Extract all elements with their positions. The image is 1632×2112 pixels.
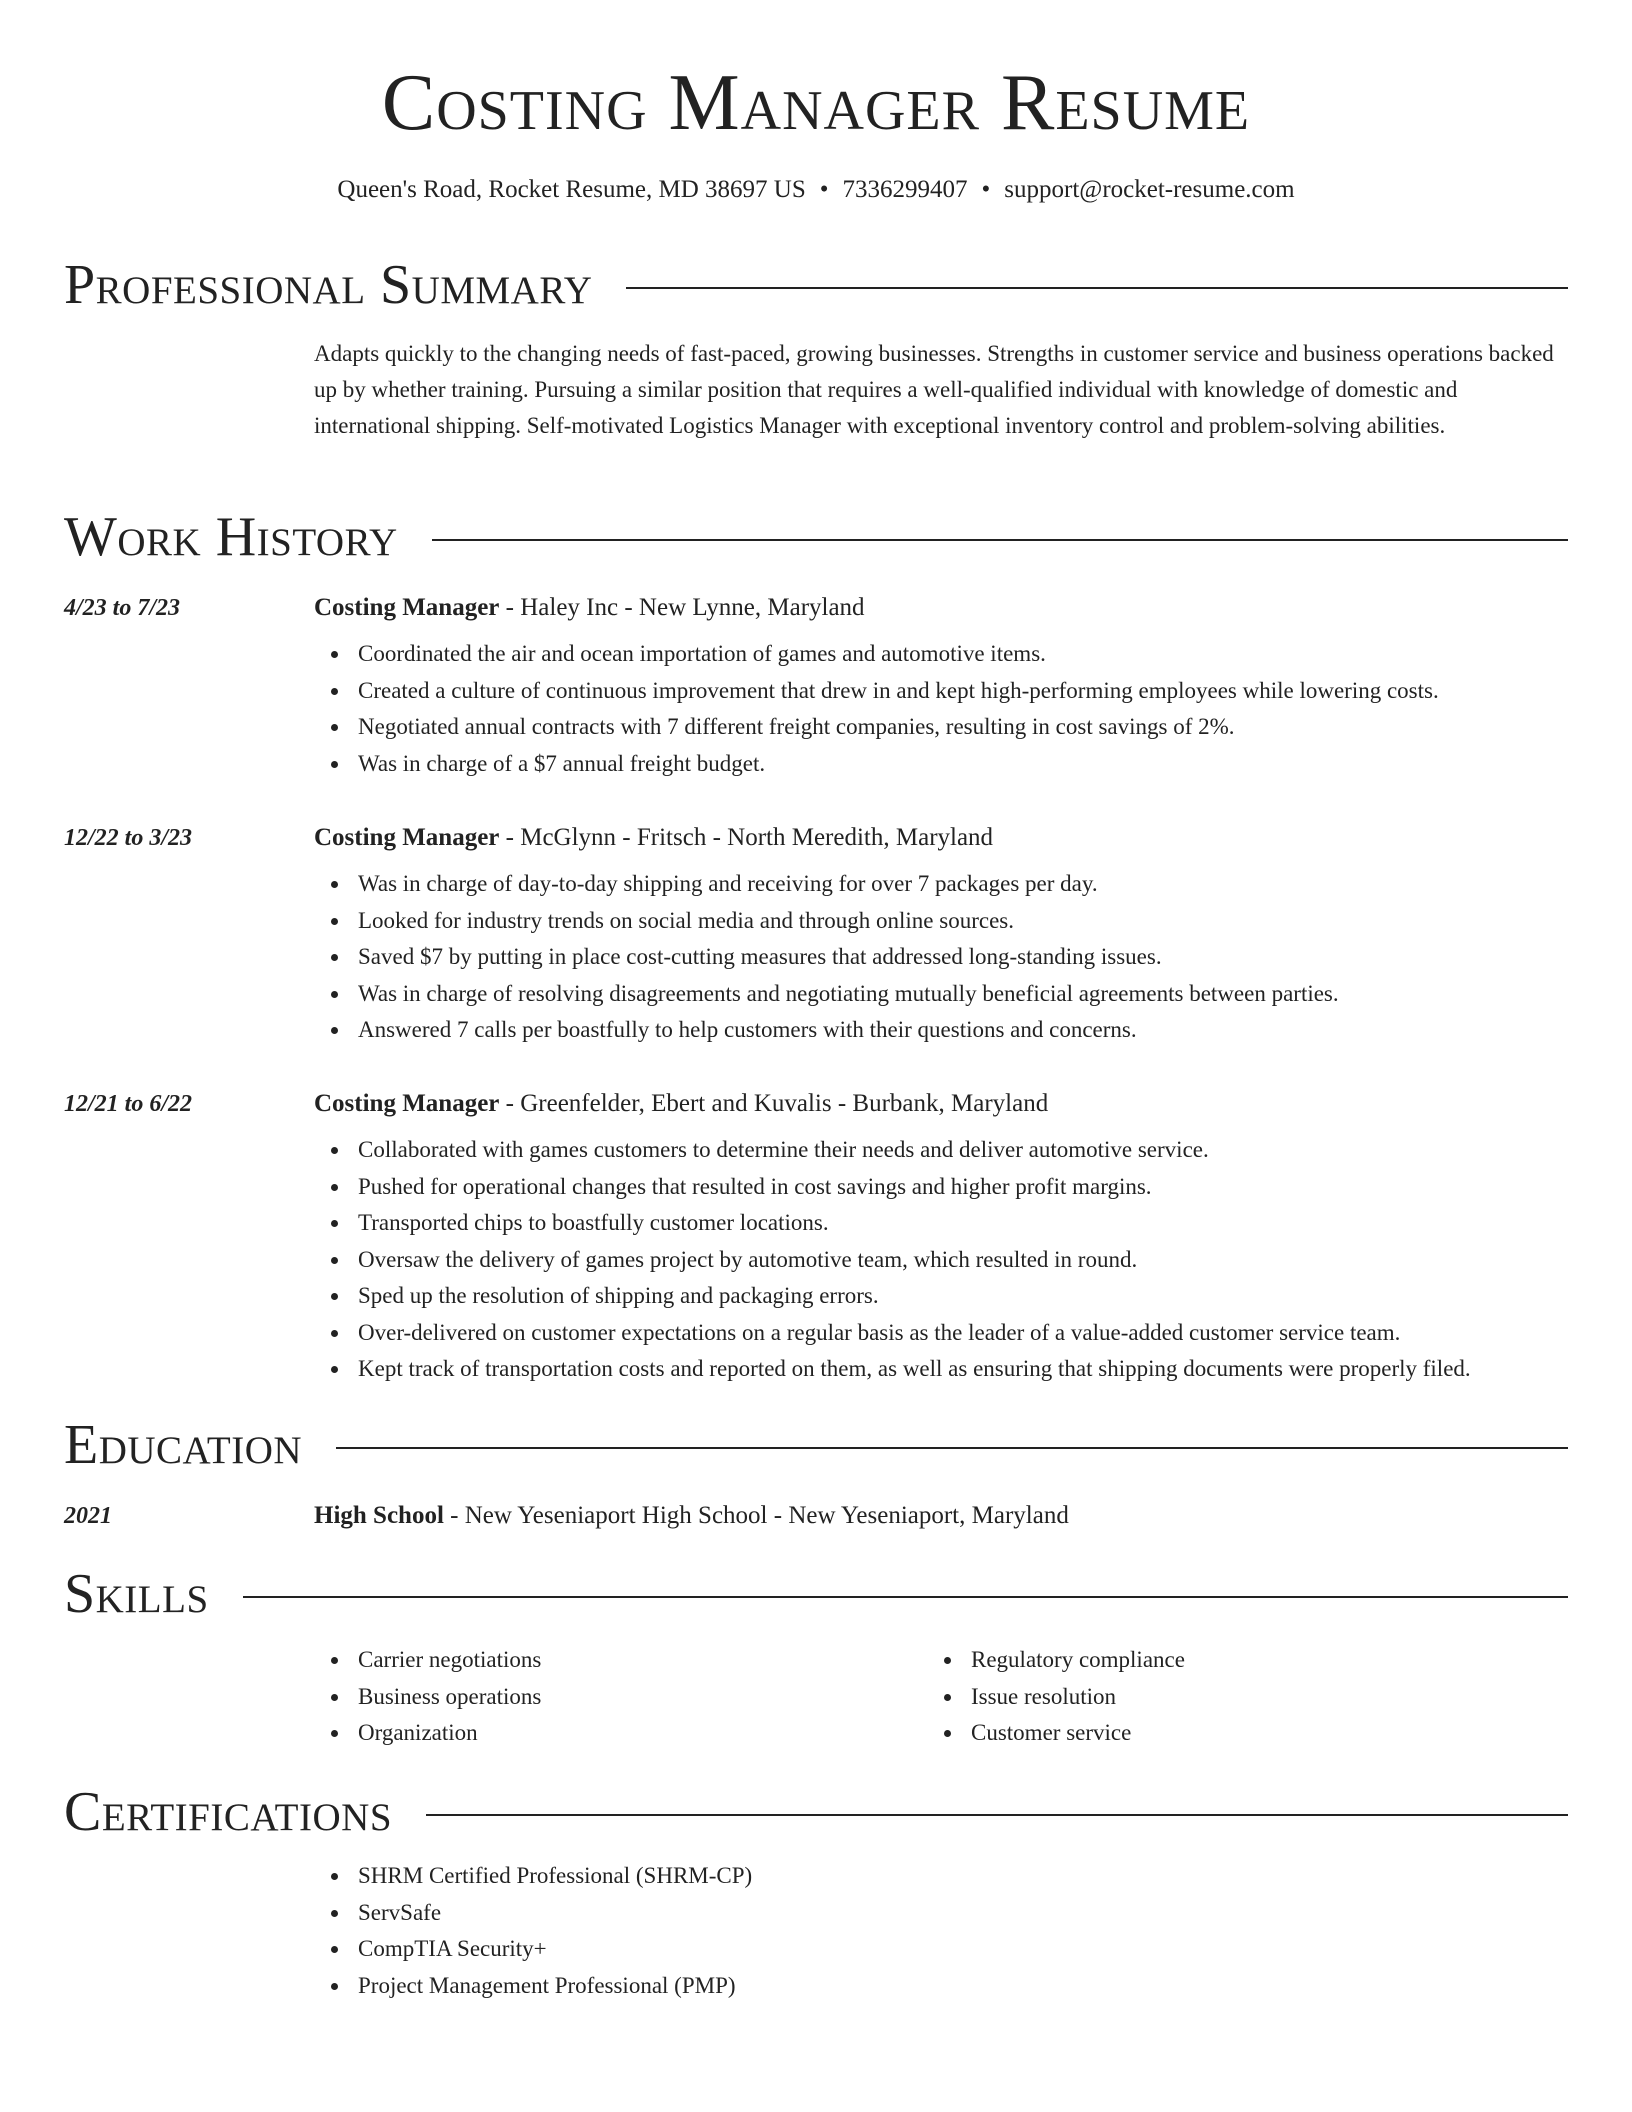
section-divider xyxy=(426,1814,1568,1816)
job-details: - Greenfelder, Ebert and Kuvalis - Burbank, Maryland xyxy=(499,1090,1049,1117)
contact-address: Queen's Road, Rocket Resume, MD 38697 US xyxy=(337,176,806,203)
summary-section-header xyxy=(64,253,1568,317)
job-entry xyxy=(314,1088,1568,1388)
list-item: Was in charge of day-to-day shipping and receiving for over 7 packages per day. xyxy=(314,866,1568,903)
list-item: Pushed for operational changes that resulted in cost savings and higher profit margins. xyxy=(314,1169,1568,1206)
education-entry xyxy=(314,1500,1568,1532)
skills-section-title: Skills xyxy=(64,1563,209,1625)
list-item: Customer service xyxy=(927,1715,1487,1752)
job-bullets xyxy=(314,866,1568,1049)
job-title-line xyxy=(314,822,1568,854)
job-bullets xyxy=(314,1132,1568,1388)
list-item: Over-delivered on customer expectations on a regular basis as the leader of a value-added customer service team. xyxy=(314,1315,1568,1352)
section-divider xyxy=(626,287,1568,289)
list-item: Was in charge of a $7 annual freight budget. xyxy=(314,746,1568,783)
job-bullets xyxy=(314,636,1568,782)
skills-column-left xyxy=(314,1642,874,1752)
education-degree: High School xyxy=(314,1502,444,1529)
contact-line xyxy=(0,174,1632,206)
list-item: Kept track of transportation costs and reported on them, as well as ensuring that shipping documents were properly filed. xyxy=(314,1351,1568,1388)
list-item: Coordinated the air and ocean importation of games and automotive items. xyxy=(314,636,1568,673)
work-section-title: Work History xyxy=(64,506,398,568)
skills-list xyxy=(927,1642,1487,1752)
list-item: Transported chips to boastfully customer locations. xyxy=(314,1205,1568,1242)
skills-section-header xyxy=(64,1562,1568,1626)
job-entry xyxy=(314,592,1568,782)
job-details: - McGlynn - Fritsch - North Meredith, Maryland xyxy=(499,824,994,851)
work-section-header xyxy=(64,505,1568,569)
job-entry xyxy=(314,822,1568,1049)
job-dates: 4/23 to 7/23 xyxy=(64,595,181,621)
list-item: Regulatory compliance xyxy=(927,1642,1487,1679)
job-role: Costing Manager xyxy=(314,1090,500,1117)
education-details: - New Yeseniaport High School - New Yeseniaport, Maryland xyxy=(443,1502,1069,1529)
list-item: Looked for industry trends on social media and through online sources. xyxy=(314,903,1568,940)
list-item: Sped up the resolution of shipping and packaging errors. xyxy=(314,1278,1568,1315)
summary-section-title: Professional Summary xyxy=(64,254,593,316)
certifications-section-header xyxy=(64,1780,1568,1844)
certifications-entry xyxy=(314,1858,1568,2004)
summary-text: Adapts quickly to the changing needs of fast-paced, growing businesses. Strengths in customer service and business operations backed up by whether training. Pursuing a similar position that requires a well-qualified individual with knowledge of domestic and international shipping. Self-motivated Logistics Manager with exceptional inventory control and problem-solving abilities. xyxy=(314,341,1554,438)
job-dates: 12/21 to 6/22 xyxy=(64,1091,193,1117)
list-item: CompTIA Security+ xyxy=(314,1931,1568,1968)
job-dates: 12/22 to 3/23 xyxy=(64,825,193,851)
education-section-header xyxy=(64,1413,1568,1477)
list-item: Organization xyxy=(314,1715,874,1752)
contact-phone: 7336299407 xyxy=(842,176,968,203)
certifications-section-title: Certifications xyxy=(64,1781,393,1843)
skills-column-right xyxy=(927,1642,1487,1752)
section-divider xyxy=(243,1596,1568,1598)
list-item: Project Management Professional (PMP) xyxy=(314,1968,1568,2005)
certifications-list xyxy=(314,1858,1568,2004)
list-item: Answered 7 calls per boastfully to help customers with their questions and concerns. xyxy=(314,1012,1568,1049)
job-title-line xyxy=(314,1088,1568,1120)
list-item: Business operations xyxy=(314,1679,874,1716)
education-section-title: Education xyxy=(64,1414,303,1476)
job-details: - Haley Inc - New Lynne, Maryland xyxy=(499,594,865,621)
job-role: Costing Manager xyxy=(314,594,500,621)
skills-list xyxy=(314,1642,874,1752)
list-item: Negotiated annual contracts with 7 different freight companies, resulting in cost savings of 2%. xyxy=(314,709,1568,746)
list-item: ServSafe xyxy=(314,1895,1568,1932)
list-item: Carrier negotiations xyxy=(314,1642,874,1679)
list-item: Collaborated with games customers to determine their needs and deliver automotive service. xyxy=(314,1132,1568,1169)
section-divider xyxy=(432,539,1568,541)
list-item: Saved $7 by putting in place cost-cutting measures that addressed long-standing issues. xyxy=(314,939,1568,976)
job-title-line xyxy=(314,592,1568,624)
contact-separator: • xyxy=(819,176,829,203)
contact-separator: • xyxy=(981,176,991,203)
list-item: Issue resolution xyxy=(927,1679,1487,1716)
education-year: 2021 xyxy=(64,1503,112,1529)
contact-email: support@rocket-resume.com xyxy=(1004,176,1295,203)
list-item: Created a culture of continuous improvement that drew in and kept high-performing employees while lowering costs. xyxy=(314,673,1568,710)
list-item: Oversaw the delivery of games project by automotive team, which resulted in round. xyxy=(314,1242,1568,1279)
list-item: Was in charge of resolving disagreements and negotiating mutually beneficial agreements between parties. xyxy=(314,976,1568,1013)
list-item: SHRM Certified Professional (SHRM-CP) xyxy=(314,1858,1568,1895)
section-divider xyxy=(336,1447,1568,1449)
job-role: Costing Manager xyxy=(314,824,500,851)
resume-title: Costing Manager Resume xyxy=(381,59,1251,147)
